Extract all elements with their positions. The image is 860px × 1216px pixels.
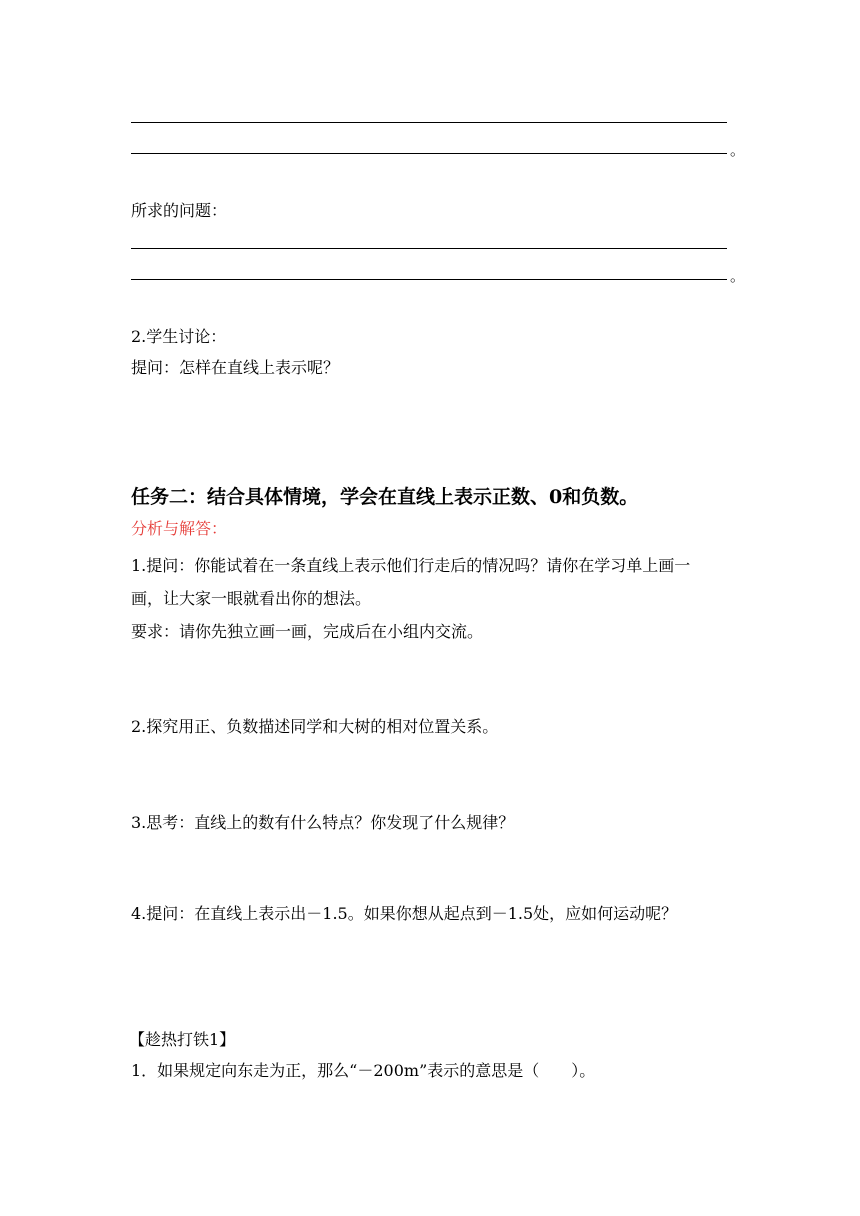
answer-line-2[interactable] <box>131 153 727 154</box>
answer-period-2: 。 <box>730 267 746 285</box>
analysis-label: 分析与解答： <box>131 519 228 538</box>
answer-line-4[interactable] <box>131 279 727 280</box>
task2-item2: 2.探究用正、负数描述同学和大树的相对位置关系。 <box>131 717 499 736</box>
task2-item3: 3.思考：直线上的数有什么特点？你发现了什么规律？ <box>131 813 515 832</box>
discussion-prompt: 提问：怎样在直线上表示呢？ <box>131 358 340 377</box>
task2-item1-line2: 画，让大家一眼就看出你的想法。 <box>131 589 372 608</box>
task2-heading: 任务二：结合具体情境，学会在直线上表示正数、0和负数。 <box>131 486 639 508</box>
answer-line-3[interactable] <box>131 248 727 249</box>
task2-item1-line1: 1.提问：你能试着在一条直线上表示他们行走后的情况吗？请你在学习单上画一 <box>131 556 691 575</box>
discussion-title: 2.学生讨论： <box>131 327 227 346</box>
practice-title: 【趁热打铁1】 <box>129 1030 236 1049</box>
task2-item1-requirement: 要求：请你先独立画一画，完成后在小组内交流。 <box>131 622 484 641</box>
practice-question-1: 1．如果规定向东走为正，那么“－200m”表示的意思是（ ）。 <box>131 1061 596 1080</box>
answer-period-1: 。 <box>730 141 746 159</box>
answer-line-1[interactable] <box>131 122 727 123</box>
task2-item4: 4.提问：在直线上表示出－1.5。如果你想从起点到－1.5处，应如何运动呢？ <box>131 904 678 923</box>
question-label: 所求的问题： <box>131 201 228 220</box>
